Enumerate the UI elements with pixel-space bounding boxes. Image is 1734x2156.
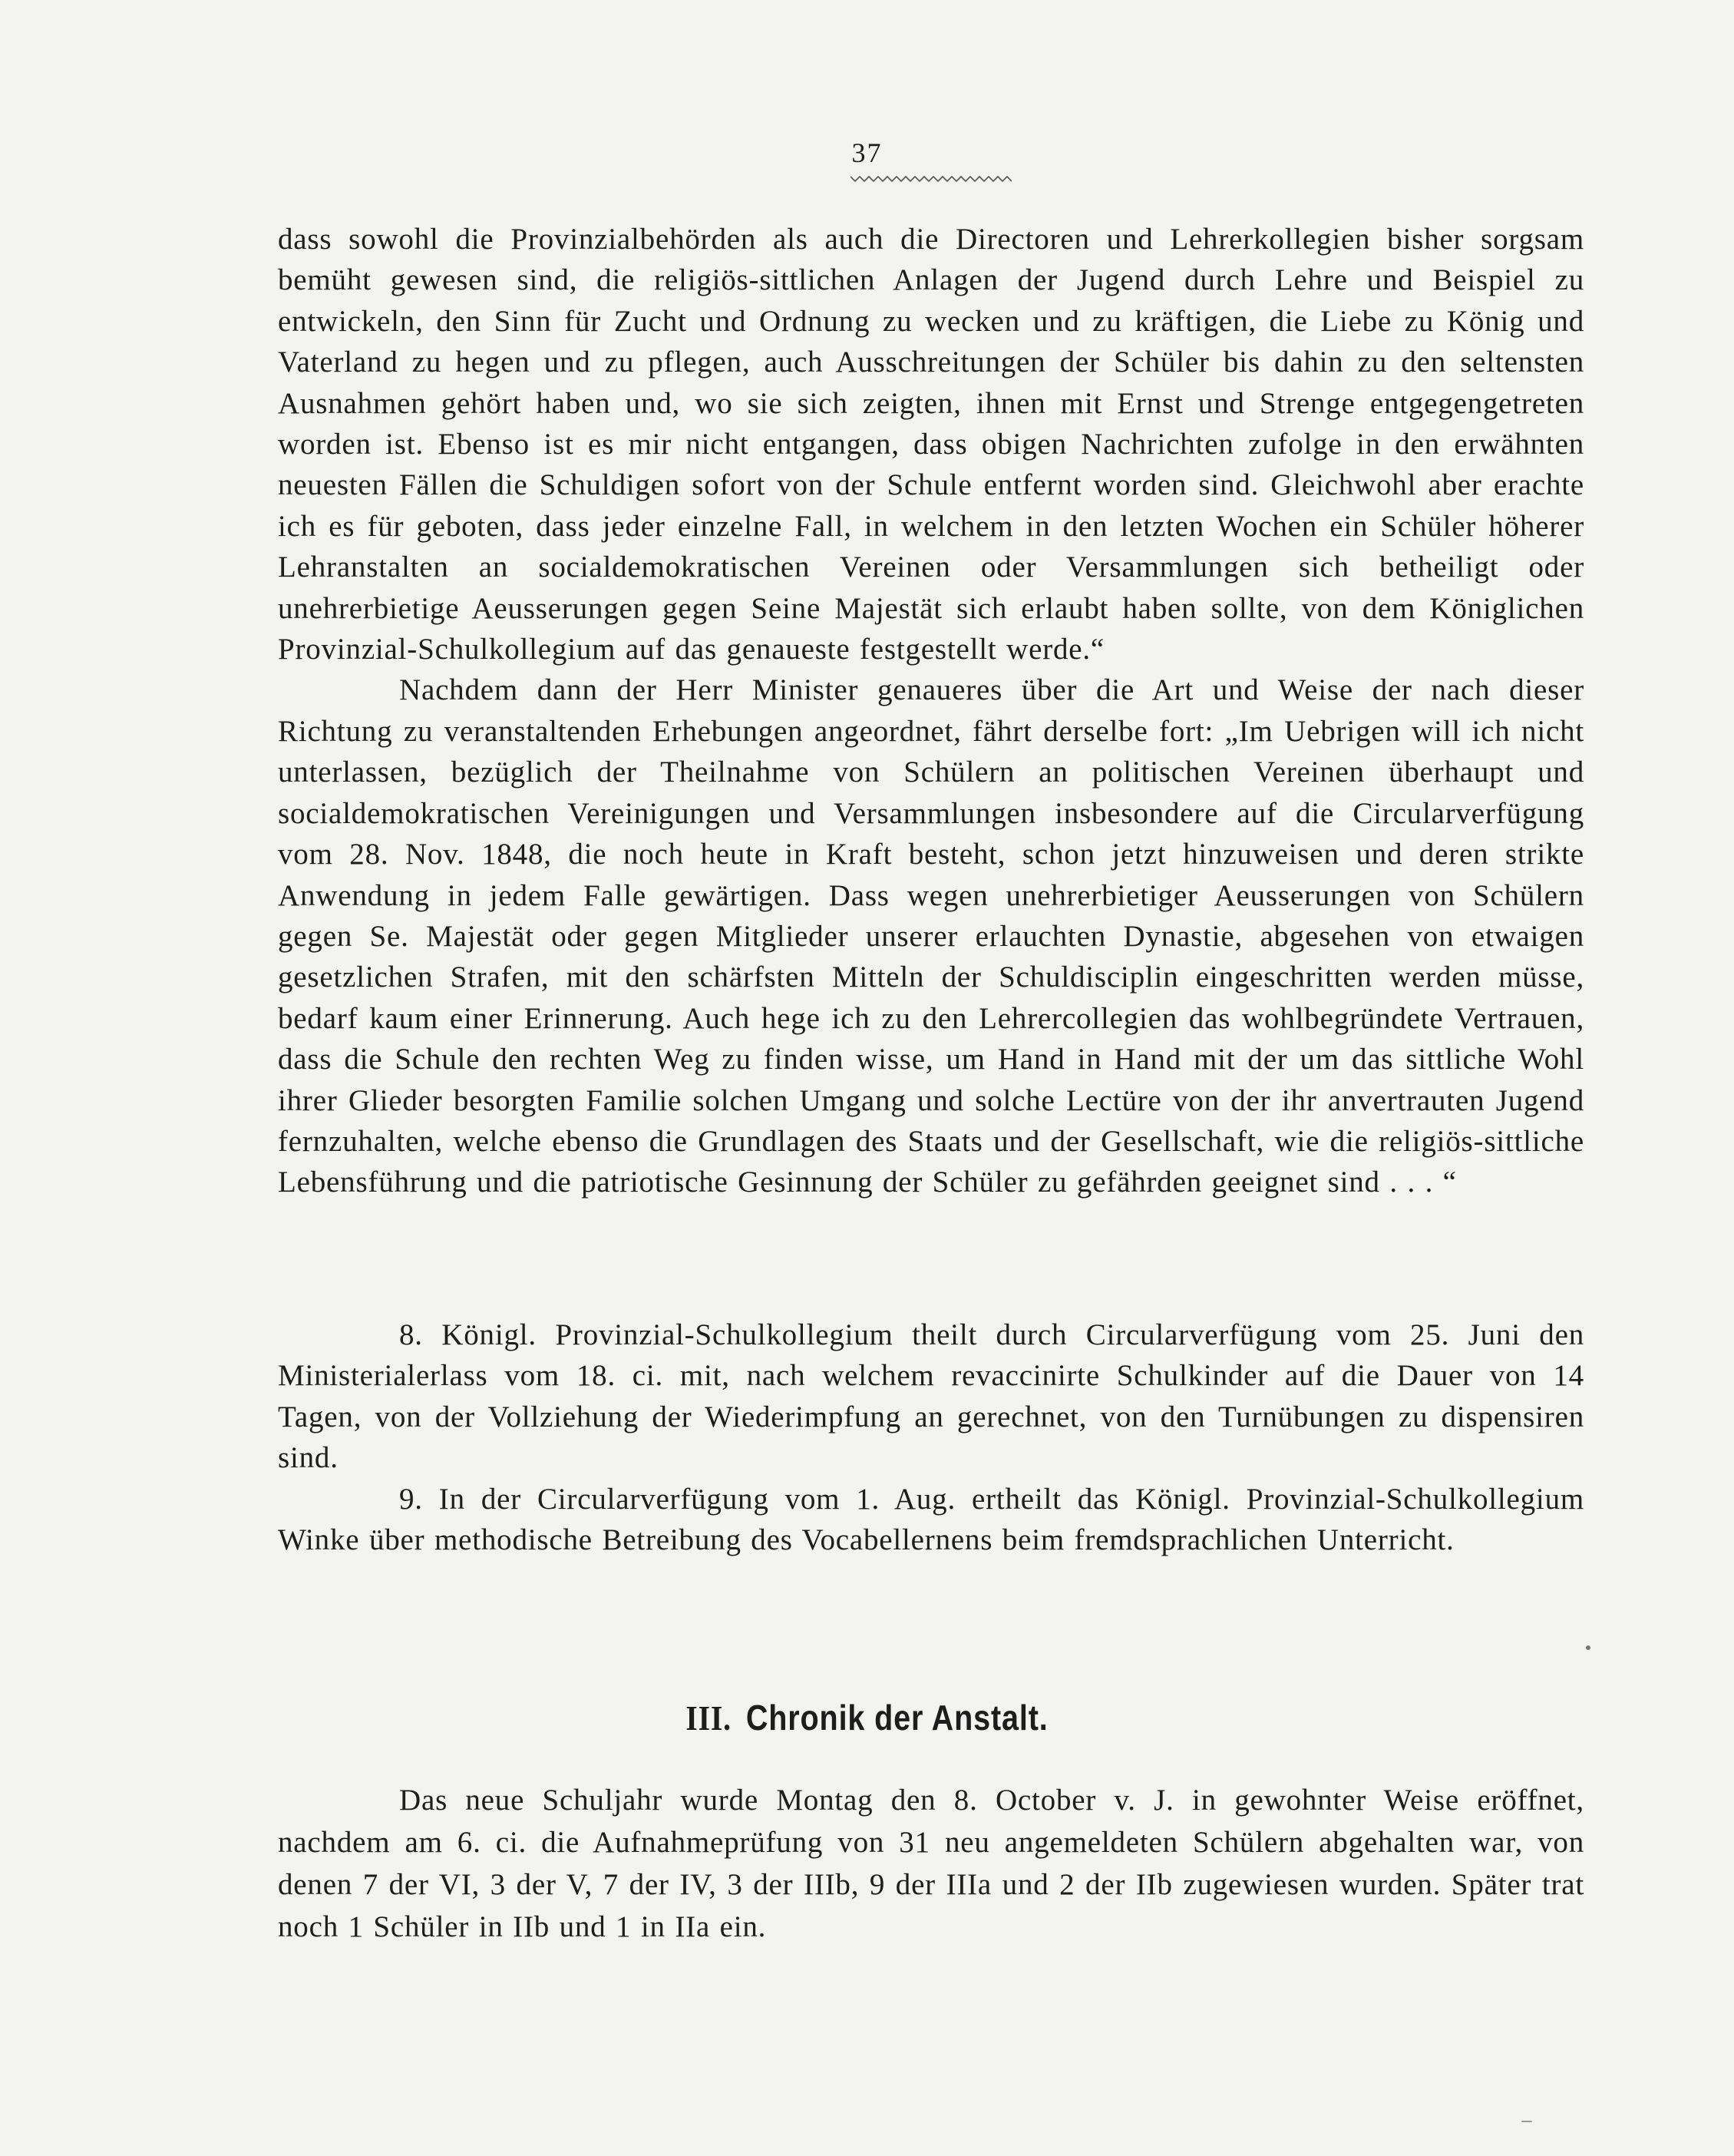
quoted-decree-text (278, 219, 1584, 1203)
paragraph-chronicle-opening: Das neue Schuljahr wurde Montag den 8. October v. J. in gewohnter Weise eröffnet, nachdem am 6. ci. die Aufnahmeprüfung von 31 neu angemeldeten Schülern abgehalten war, von denen 7 der VI, 3 der V, 7 der IV, 3 der IIIb, 9 der IIIa und 2 der IIb zugewiesen wurden. Später trat noch 1 Schüler in IIb und 1 in IIa ein. (278, 1784, 1584, 1943)
page-number-ornament (850, 174, 1012, 184)
section-number: III. (685, 1698, 732, 1738)
chronicle-text (278, 1779, 1584, 1948)
paragraph-minister-directive: Nachdem dann der Herr Minister genaueres über die Art und Weise der nach dieser Richtung zu veranstaltenden Erhebungen angeordnet, fährt derselbe fort: „Im Uebrigen will ich nicht unterlassen, bezüglich der Theilnahme von Schülern an politischen Vereinen überhaupt und socialdemokratischen Vereinigungen und Versammlungen insbesondere auf die Circularverfügung vom 28. Nov. 1848, die noch heute in Kraft besteht, schon jetzt hinzuweisen und deren strikte Anwendung in jedem Falle gewärtigen. Dass wegen unehrerbietiger Aeusserungen von Schülern gegen Se. Majestät oder gegen Mitglieder unserer erlauchten Dynastie, abgesehen von etwaigen gesetzlichen Strafen, mit den schärfsten Mitteln der Schuldisciplin eingeschritten werden müsse, bedarf kaum einer Erinnerung. Auch hege ich zu den Lehrercollegien das wohlbegründete Vertrauen, dass die Schule den rechten Weg zu finden wisse, um Hand in Hand mit der um das sittliche Wohl ihrer Glieder besorgten Familie solchen Umgang und solche Lectüre von der ihr anvertrauten Jugend fernzuhalten, welche ebenso die Grundlagen des Staats und der Gesellschaft, wie die religiös-sittliche Lebensführung und die patriotische Gesinnung der Schüler zu gefährden geeignet sind . . . “ (278, 673, 1584, 1199)
paragraph-item-9: 9. In der Circularverfügung vom 1. Aug. ertheilt das Königl. Provinzial-Schulkollegium Winke über methodische Betreibung des Vocabellernens beim fremdsprachlichen Unterricht. (278, 1482, 1584, 1557)
paper-speck (1521, 2121, 1532, 2122)
section-heading (121, 1697, 1613, 1738)
paragraph-quote-continuation: dass sowohl die Provinzialbehörden als auch die Directoren und Lehrerkollegien bisher sorgsam bemüht gewesen sind, die religiös-sittlichen Anlagen der Jugend durch Lehre und Beispiel zu entwickeln, den Sinn für Zucht und Ordnung zu wecken und zu kräftigen, die Liebe zu König und Vaterland zu hegen und zu pflegen, auch Ausschreitungen der Schüler bis dahin zu den seltensten Ausnahmen gehört haben und, wo sie sich zeigten, ihnen mit Ernst und Strenge entgegengetreten worden ist. Ebenso ist es mir nicht entgangen, dass obigen Nachrichten zufolge in den erwähnten neuesten Fällen die Schuldigen sofort von der Schule entfernt worden sind. Gleichwohl aber erachte ich es für geboten, dass jeder einzelne Fall, in welchem in den letzten Wochen ein Schüler höherer Lehranstalten an socialdemokratischen Vereinen oder Versammlungen sich betheiligt oder unehrerbietige Aeusserungen gegen Seine Majestät sich erlaubt haben sollte, von dem Königlichen Provinzial-Schulkollegium auf das genaueste festgestellt werde.“ (278, 223, 1584, 666)
page-number: 37 (851, 137, 883, 168)
numbered-decrees (278, 1314, 1584, 1560)
paper-speck (1586, 1645, 1590, 1650)
section-title: Chronik der Anstalt. (745, 1698, 1049, 1738)
paragraph-item-8: 8. Königl. Provinzial-Schulkollegium theilt durch Circularverfügung vom 25. Juni den Ministerialerlass vom 18. ci. mit, nach welchem revaccinirte Schulkinder auf die Dauer von 14 Tagen, von der Vollziehung der Wiederimpfung an gerechnet, von den Turnübungen zu dispensiren sind. (278, 1318, 1584, 1475)
